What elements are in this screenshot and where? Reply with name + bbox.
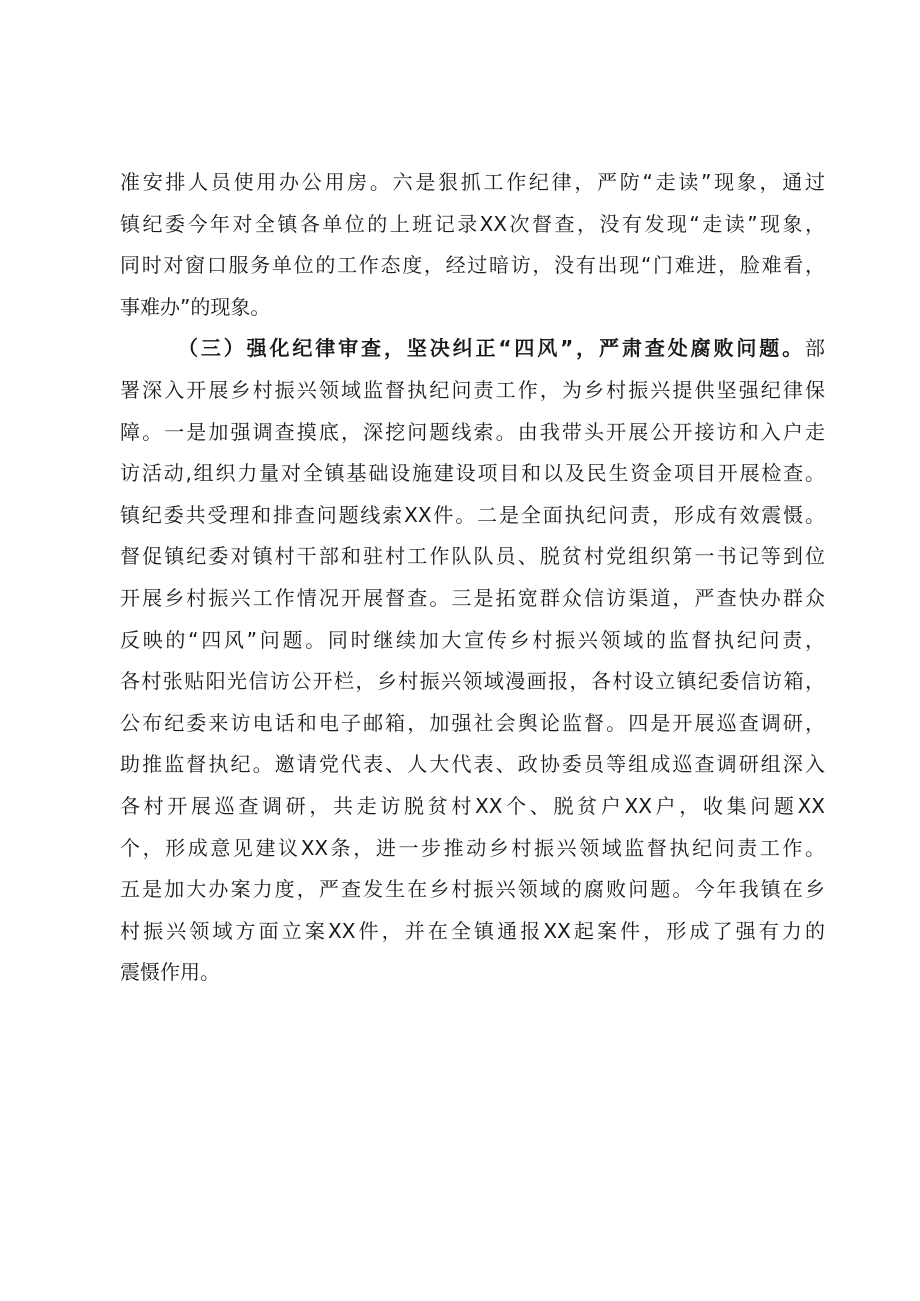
text-line: 镇纪委今年对全镇各单位的上班记录XX次督查，没有发现“走读”现象， <box>120 211 825 236</box>
text-line: 个，形成意见建议XX条，进一步推动乡村振兴领域监督执纪问责工作。 <box>120 835 825 860</box>
body-text <box>120 162 825 994</box>
text-line: 开展乡村振兴工作情况开展督查。三是拓宽群众信访渠道，严查快办群众 <box>120 585 825 610</box>
text-line: 各村张贴阳光信访公开栏，乡村振兴领域漫画报，各村设立镇纪委信访箱， <box>120 669 825 694</box>
text-line: 障。一是加强调查摸底，深挖问题线索。由我带头开展公开接访和入户走 <box>120 419 825 444</box>
text-line: 事难办”的现象。 <box>120 294 271 319</box>
text-line: 镇纪委共受理和排查问题线索XX件。二是全面执纪问责，形成有效震慑。 <box>120 502 825 527</box>
text-line: 震慑作用。 <box>120 960 220 985</box>
text-line: 助推监督执纪。邀请党代表、人大代表、政协委员等组成巡查调研组深入 <box>120 752 825 777</box>
text-line: 村振兴领域方面立案XX件，并在全镇通报XX起案件，形成了强有力的 <box>120 918 825 943</box>
text-line: 各村开展巡查调研，共走访脱贫村XX个、脱贫户XX户，收集问题XX <box>120 793 825 818</box>
section-heading-line <box>120 328 825 370</box>
text-line: 反映的“四风”问题。同时继续加大宣传乡村振兴领域的监督执纪问责， <box>120 627 825 652</box>
text-line: 访活动,组织力量对全镇基础设施建设项目和以及民生资金项目开展检查。 <box>120 461 825 486</box>
text-line: 署深入开展乡村振兴领域监督执纪问责工作，为乡村振兴提供坚强纪律保 <box>120 377 825 402</box>
text-line: 五是加大办案力度，严查发生在乡村振兴领域的腐败问题。今年我镇在乡 <box>120 877 825 902</box>
text-line: 公布纪委来访电话和电子邮箱，加强社会舆论监督。四是开展巡查调研， <box>120 710 825 735</box>
text-line: 准安排人员使用办公用房。六是狠抓工作纪律，严防“走读”现象，通过 <box>120 170 825 194</box>
text-segment: 部 <box>805 336 825 361</box>
text-line: 督促镇纪委对镇村干部和驻村工作队队员、脱贫村党组织第一书记等到位 <box>120 544 825 569</box>
section-heading: （三）强化纪律审查，坚决纠正“四风”，严肃查处腐败问题。 <box>178 336 805 361</box>
text-line: 同时对窗口服务单位的工作态度，经过暗访，没有出现“门难进，脸难看， <box>120 253 825 278</box>
